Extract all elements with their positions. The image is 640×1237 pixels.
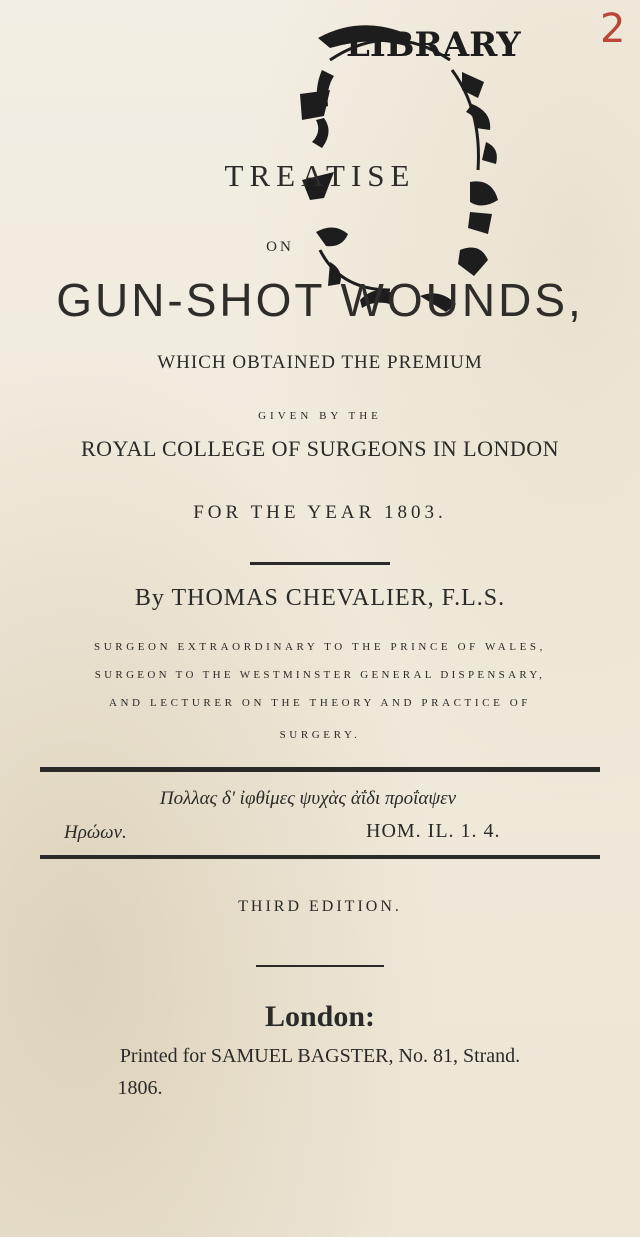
rule-top-epigraph — [40, 767, 600, 772]
title-on: ON — [266, 239, 294, 255]
epigraph-greek-line1: Πολλας δ' ἰφθίμες ψυχὰς ἀΐδι προΐαψεν — [159, 788, 457, 809]
shelf-mark: 2 — [600, 6, 626, 52]
epigraph-citation: HOM. IL. 1. 4. — [366, 820, 501, 842]
rule-short — [250, 562, 390, 565]
author-byline: By THOMAS CHEVALIER, F.L.S. — [134, 585, 506, 611]
rule-imprint — [256, 965, 384, 967]
stamp-text: LIBRARY — [346, 25, 521, 65]
title-gun-shot-wounds: GUN-SHOT WOUNDS, — [56, 274, 584, 326]
title-treatise: TREATISE — [224, 158, 416, 193]
epigraph-greek-line2: Ηρώων. — [64, 822, 127, 843]
premium-line3: ROYAL COLLEGE OF SURGEONS IN LONDON — [80, 436, 560, 461]
premium-line1: WHICH OBTAINED THE PREMIUM — [157, 352, 483, 373]
author-credential-4: SURGERY. — [279, 729, 361, 741]
premium-line2: GIVEN BY THE — [258, 410, 382, 422]
premium-line4: FOR THE YEAR 1803. — [193, 502, 447, 523]
edition: THIRD EDITION. — [238, 898, 402, 915]
imprint-city: London: — [264, 1000, 376, 1033]
author-credential-2: SURGEON TO THE WESTMINSTER GENERAL DISPENSARY, — [94, 669, 546, 681]
rule-bottom-epigraph — [40, 855, 600, 859]
author-credential-3: AND LECTURER ON THE THEORY AND PRACTICE OF — [108, 697, 532, 709]
author-credential-1: SURGEON EXTRAORDINARY TO THE PRINCE OF WALES, — [94, 641, 546, 653]
imprint-year: 1806. — [117, 1077, 163, 1099]
imprint-printed-for: Printed for SAMUEL BAGSTER, No. 81, Strand. — [119, 1045, 521, 1067]
